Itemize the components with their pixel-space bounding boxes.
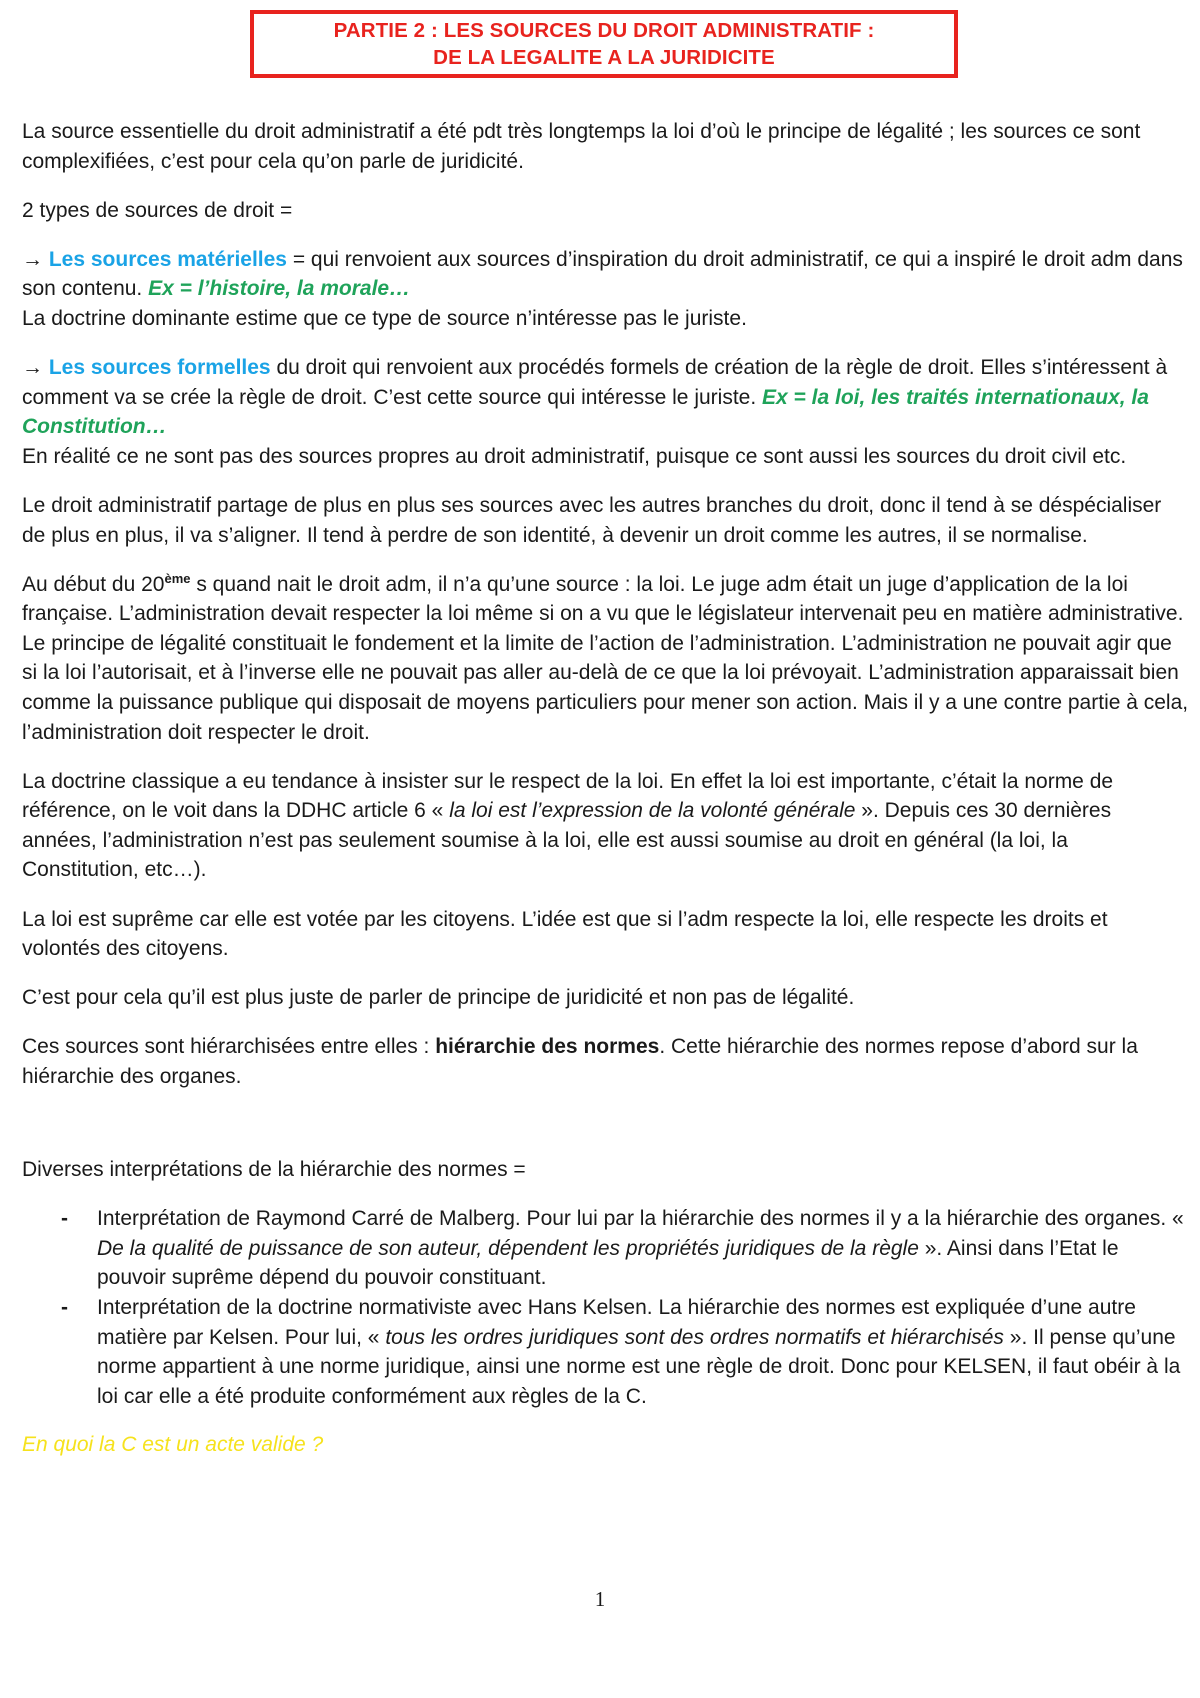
text: ». Il pense qu’une norme appartient à une norme juridique, ainsi une norme est une règle de droit. Donc pour KELSEN, il faut obéir à la loi car elle a été produite conformément aux règles de la C. bbox=[97, 1325, 1181, 1408]
text: s quand nait le droit adm, il n’a qu’une source : la loi. Le juge adm était un juge d’application de la loi française. L’administration devait respecter la loi même si on a vu que le législateur intervenait peu en matière administrative. Le principe de légalité constituait le fondement et la limite de l’action de l’administration. L’administration ne pouvait agir que si la loi l’autorisait, et à l’inverse elle ne pouvait pas aller au-delà de ce que la loi prévoyait. L’administration apparaissait bien comme la puissance publique qui disposait de moyens particuliers pour mener son action. Mais il y a une contre partie à cela, l’administration doit respecter le droit. bbox=[22, 572, 1189, 744]
paragraph: C’est pour cela qu’il est plus juste de parler de principe de juridicité et non pas de légalité. bbox=[22, 986, 855, 1010]
text: = qui renvoient aux sources d’inspiration du droit administratif, ce qui a inspiré le droit adm dans son contenu. bbox=[22, 247, 1183, 301]
dash-bullet: - bbox=[61, 1295, 68, 1319]
quote: la loi est l’expression de la volonté générale bbox=[449, 799, 856, 823]
list-item bbox=[22, 1204, 1190, 1293]
example: Ex = l’histoire, la morale… bbox=[148, 277, 411, 301]
paragraph bbox=[22, 767, 1190, 885]
arrow-right-icon: → bbox=[22, 356, 43, 380]
superscript: ème bbox=[164, 570, 191, 586]
interpretation-list bbox=[22, 1204, 1190, 1411]
paragraph: La loi est suprême car elle est votée par les citoyens. L’idée est que si l’adm respecte la loi, elle respecte les droits et volontés des citoyens. bbox=[22, 907, 1108, 961]
paragraph-formal-sources bbox=[22, 353, 1190, 471]
quote: De la qualité de puissance de son auteur, dépendent les propriétés juridiques de la règle bbox=[97, 1236, 919, 1260]
question-heading: En quoi la C est un acte valide ? bbox=[22, 1433, 324, 1457]
paragraph: La source essentielle du droit administratif a été pdt très longtemps la loi d’où le principe de légalité ; les sources ce sont complexifiées, c’est pour cela qu’on parle de juridicité. bbox=[22, 120, 1141, 173]
text: Ces sources sont hiérarchisées entre elles : bbox=[22, 1035, 436, 1059]
text: du droit qui renvoient aux procédés formels de création de la règle de droit. Elles s’intéressent à comment va se crée la règle de droit. C’est cette source qui intéresse le juriste. bbox=[22, 356, 1168, 409]
text: ». Depuis ces 30 dernières années, l’administration n’est pas seulement soumise à la loi, elle est aussi soumise au droit en général (la loi, la Constitution, etc…). bbox=[22, 799, 1112, 882]
title-box bbox=[250, 10, 958, 78]
paragraph: Diverses interprétations de la hiérarchie des normes = bbox=[22, 1158, 526, 1182]
arrow-right-icon: → bbox=[22, 247, 43, 271]
spacer bbox=[22, 1111, 1190, 1155]
dash-bullet: - bbox=[61, 1207, 68, 1231]
title-line-2: DE LA LEGALITE A LA JURIDICITE bbox=[433, 46, 775, 69]
bold-term: hiérarchie des normes bbox=[435, 1035, 660, 1059]
text: Interprétation de Raymond Carré de Malberg. Pour lui par la hiérarchie des normes il y a la hiérarchie des organes. « bbox=[97, 1207, 1184, 1231]
title-line-1: PARTIE 2 : LES SOURCES DU DROIT ADMINISTRATIF : bbox=[333, 19, 875, 42]
term-material-sources: Les sources matérielles bbox=[48, 247, 287, 271]
text: ». Ainsi dans l’Etat le pouvoir suprême dépend du pouvoir constituant. bbox=[97, 1236, 1119, 1290]
document-body bbox=[22, 117, 1190, 1479]
text: Interprétation de la doctrine normativiste avec Hans Kelsen. La hiérarchie des normes est expliquée d’une autre matière par Kelsen. Pour lui, « bbox=[97, 1295, 1136, 1349]
page-number: 1 bbox=[594, 1587, 606, 1611]
list-item bbox=[22, 1293, 1190, 1411]
text: Au début du 20 bbox=[22, 572, 165, 596]
paragraph bbox=[22, 1032, 1190, 1091]
term-formal-sources: Les sources formelles bbox=[48, 356, 271, 380]
text: La doctrine classique a eu tendance à insister sur le respect de la loi. En effet la loi est importante, c’était la norme de référence, on le voit dans la DDHC article 6 « bbox=[22, 769, 1114, 823]
example: Ex = la loi, les traités internationaux, la Constitution… bbox=[22, 385, 1149, 439]
text: La doctrine dominante estime que ce type de source n’intéresse pas le juriste. bbox=[22, 306, 747, 330]
paragraph bbox=[22, 570, 1190, 748]
paragraph: 2 types de sources de droit = bbox=[22, 198, 293, 222]
text: . Cette hiérarchie des normes repose d’abord sur la hiérarchie des organes. bbox=[22, 1035, 1138, 1088]
text: En réalité ce ne sont pas des sources propres au droit administratif, puisque ce sont aussi les sources du droit civil etc. bbox=[22, 444, 1127, 468]
paragraph-material-sources bbox=[22, 245, 1190, 334]
quote: tous les ordres juridiques sont des ordres normatifs et hiérarchisés bbox=[385, 1325, 1004, 1349]
paragraph: Le droit administratif partage de plus en plus ses sources avec les autres branches du droit, donc il tend à se déspécialiser de plus en plus, il va s’aligner. Il tend à perdre de son identité, à devenir un droit comme les autres, il se normalise. bbox=[22, 493, 1162, 547]
